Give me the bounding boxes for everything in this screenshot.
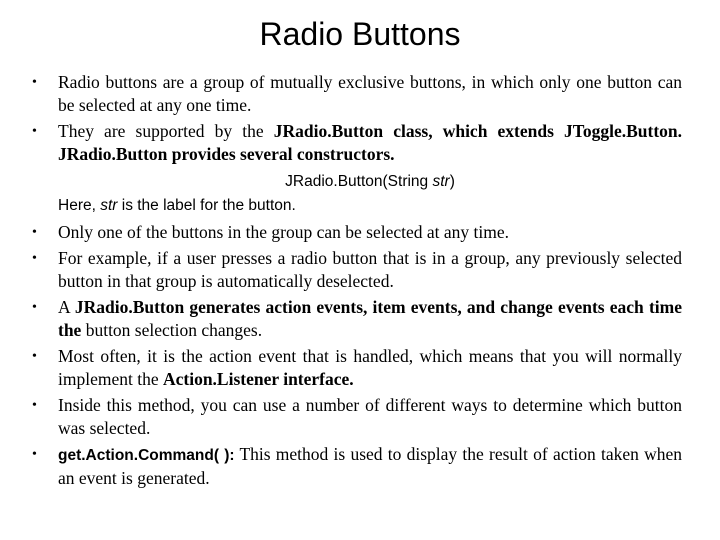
note-prefix: Here, xyxy=(58,197,101,214)
bullet-bold-text: Action.Listener interface. xyxy=(162,369,354,389)
constructor-suffix: ) xyxy=(449,173,455,190)
bullet-text-end: button selection changes. xyxy=(81,320,263,340)
bullet-determine-button xyxy=(32,394,682,440)
bullet-text: Radio buttons are a group of mutually exclusive buttons, in which only one button can be selected at any one time. xyxy=(58,72,682,115)
bullet-get-action-command xyxy=(32,443,682,490)
bullet-text: Most often, it is the action event that is handled, which means that you will normally implement the xyxy=(58,346,682,389)
bullet-text: They are supported by the xyxy=(58,121,274,141)
bullet-generates-events xyxy=(32,296,682,342)
constructor-param: str xyxy=(432,173,450,190)
bullet-dot: • xyxy=(32,349,37,364)
bullet-dot: • xyxy=(32,124,37,139)
slide-body xyxy=(32,71,682,493)
bullet-bold-text: get.Action.Command( ): xyxy=(58,447,235,464)
bullet-dot: • xyxy=(32,75,37,90)
note-param: str xyxy=(100,197,118,214)
constructor-note xyxy=(32,194,682,218)
bullet-action-event xyxy=(32,345,682,391)
constructor-prefix: JRadio.Button(String xyxy=(285,173,433,190)
bullet-dot: • xyxy=(32,225,37,240)
bullet-dot: • xyxy=(32,447,37,462)
bullet-bold-text: JRadio.Button generates action events, item events, and change events each time the xyxy=(58,297,682,340)
bullet-dot: • xyxy=(32,251,37,266)
slide-title: Radio Buttons xyxy=(259,16,461,52)
bullet-dot: • xyxy=(32,398,37,413)
constructor-signature xyxy=(32,169,682,194)
bullet-text: A xyxy=(58,297,75,317)
bullet-example-deselect xyxy=(32,247,682,293)
bullet-text: Only one of the buttons in the group can be selected at any time. xyxy=(58,222,509,242)
bullet-only-one-selected xyxy=(32,221,682,244)
bullet-text: For example, if a user presses a radio button that is in a group, any previously selected button in that group is automatically deselected. xyxy=(58,248,682,291)
bullet-dot: • xyxy=(32,300,37,315)
bullet-text: This method is used to display the result of action taken when an event is generated. xyxy=(58,444,682,488)
bullet-radio-buttons-definition xyxy=(32,71,682,117)
bullet-bold-text: JRadio.Button class, which extends JToggle.Button. JRadio.Button provides several constructors. xyxy=(58,121,682,164)
note-suffix: is the label for the button. xyxy=(117,197,296,214)
bullet-jradiobutton-class xyxy=(32,120,682,166)
bullet-text: Inside this method, you can use a number of different ways to determine which button was selected. xyxy=(58,395,682,438)
